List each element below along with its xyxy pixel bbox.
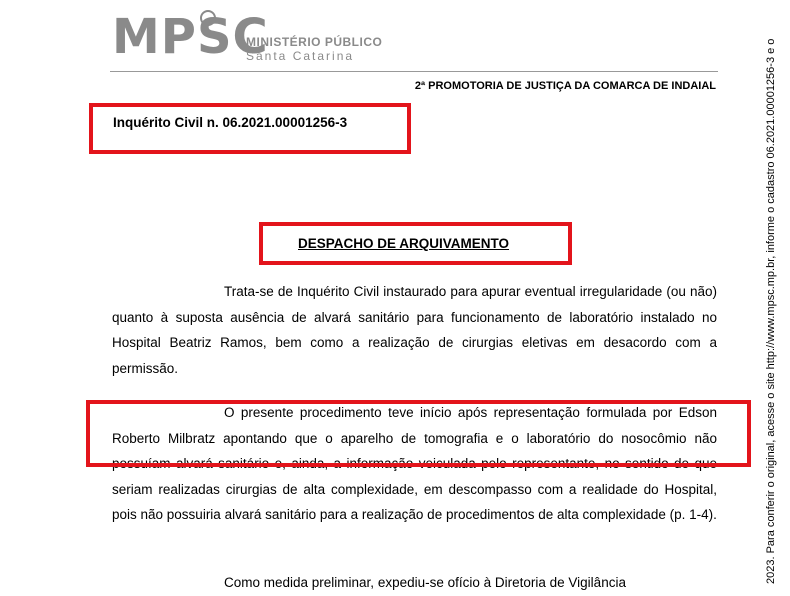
paragraph-2: O presente procedimento teve início após representação formulada por Edson Roberto Milbratz apontando que o aparelho de tomografia e o laboratório do nosocômio não possuíam alvará sanitário e, ainda, a informação veiculada pelo representante, no sentido de que seriam realizadas cirurgias de alta complexidade, em descompasso com a realidade do Hospital, pois não possuiria alvará sanitário para a realização de procedimentos de alta complexidade (p. 1-4).: [112, 405, 717, 522]
highlight-box-title: [259, 222, 572, 265]
logo-line2: Santa Catarina: [246, 49, 355, 63]
side-note-text: 2023. Para conferir o original, acesse o site http://www.mpsc.mp.br, informe o cadastro 06.2021.00001256-3 e o: [765, 38, 777, 584]
office-name: 2ª PROMOTORIA DE JUSTIÇA DA COMARCA DE INDAIAL: [414, 80, 716, 92]
highlight-box-case-number: [89, 103, 411, 154]
case-number: Inquérito Civil n. 06.2021.00001256-3: [113, 115, 348, 130]
logo-dot-icon: [200, 10, 216, 26]
document-title: DESPACHO DE ARQUIVAMENTO: [298, 236, 510, 251]
paragraph-1: Trata-se de Inquérito Civil instaurado para apurar eventual irregularidade (ou não) quanto à suposta ausência de alvará sanitário para funcionamento de laboratório instalado no Hospital Beatriz Ramos, bem como a realização de cirurgias eletivas em desacordo com a permissão.: [112, 284, 717, 376]
logo-mark: MPSC: [112, 9, 269, 65]
side-verification-note: [762, 0, 784, 584]
logo-line1: MINISTÉRIO PÚBLICO: [246, 35, 383, 49]
paragraph-3: Como medida preliminar, expediu-se ofício à Diretoria de Vigilância: [224, 575, 626, 590]
header-divider: [110, 71, 718, 72]
highlight-box-paragraph: [86, 400, 751, 467]
